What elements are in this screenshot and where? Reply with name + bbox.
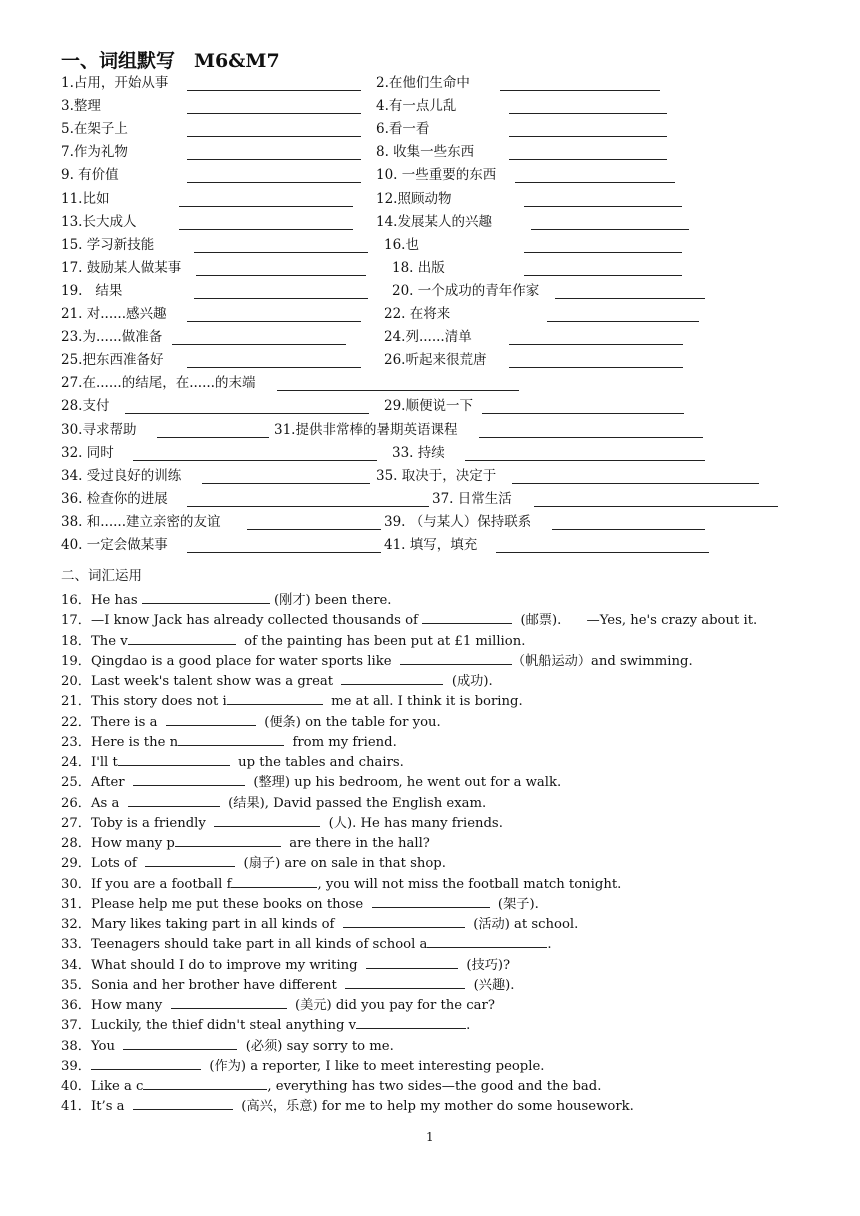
exercise-number: 30．	[61, 877, 91, 892]
answer-blank[interactable]	[133, 1098, 233, 1110]
exercise-item	[61, 653, 693, 670]
answer-blank-line[interactable]	[187, 159, 361, 160]
exercise-text-after: , you will not miss the football match tonight.	[317, 877, 622, 892]
exercise-text-before: After	[91, 775, 133, 790]
exercise-text-before: I'll t	[91, 755, 118, 770]
answer-blank-line[interactable]	[187, 182, 361, 183]
exercise-text-after: (架子).	[489, 897, 539, 912]
exercise-number: 27．	[61, 816, 91, 831]
answer-blank[interactable]	[231, 876, 317, 888]
exercise-item	[61, 673, 493, 690]
answer-blank[interactable]	[128, 795, 220, 807]
exercise-number: 17．	[61, 613, 91, 628]
answer-blank-line[interactable]	[187, 552, 381, 553]
exercise-number: 20．	[61, 674, 91, 689]
exercise-number: 37．	[61, 1018, 91, 1033]
exercise-text-before: Lots of	[91, 856, 146, 871]
answer-blank[interactable]	[400, 653, 512, 665]
phrase-prompt-left: 27.在......的结尾，在......的末端	[61, 375, 256, 391]
exercise-text-before: Toby is a friendly	[91, 816, 215, 831]
exercise-text-before: Please help me put these books on those	[91, 897, 372, 912]
phrase-prompt-right: 4.有一点儿乱	[376, 98, 457, 114]
exercise-text-before: Mary likes taking part in all kinds of	[91, 917, 343, 932]
answer-blank-line[interactable]	[187, 367, 361, 368]
phrase-prompt-left: 1.占用，开始从事	[61, 75, 169, 91]
answer-blank[interactable]	[345, 977, 465, 989]
exercise-text-after: (成功).	[443, 674, 493, 689]
phrase-prompt-right: 22. 在将来	[384, 306, 451, 322]
exercise-number: 41．	[61, 1099, 91, 1114]
exercise-number: 16．	[61, 593, 91, 608]
phrase-prompt-left: 5.在架子上	[61, 121, 128, 137]
answer-blank-line[interactable]	[512, 483, 759, 484]
phrase-prompt-right: 24.列......清单	[384, 329, 472, 345]
exercise-text-after: (刚才) been there.	[269, 593, 392, 608]
exercise-text-after: (扇子) are on sale in that shop.	[235, 856, 446, 871]
phrase-prompt-right: 18. 出版	[392, 260, 445, 276]
phrase-prompt-left: 13.长大成人	[61, 214, 137, 230]
answer-blank[interactable]	[142, 592, 270, 604]
answer-blank[interactable]	[214, 815, 320, 827]
exercise-number: 32．	[61, 917, 91, 932]
exercise-text-before: As a	[91, 796, 128, 811]
exercise-item	[61, 612, 757, 629]
exercise-text-before: Teenagers should take part in all kinds of school a	[91, 937, 428, 952]
answer-blank-line[interactable]	[509, 344, 683, 345]
phrase-prompt-left: 36. 检查你的进展	[61, 491, 168, 507]
exercise-text-before: The v	[91, 634, 128, 649]
answer-blank-line[interactable]	[524, 252, 682, 253]
phrase-prompt-left: 32. 同时	[61, 445, 114, 461]
answer-blank[interactable]	[91, 1058, 201, 1070]
exercise-item	[61, 754, 404, 771]
answer-blank-line[interactable]	[534, 506, 778, 507]
exercise-number: 31．	[61, 897, 91, 912]
answer-blank-line[interactable]	[509, 159, 667, 160]
exercise-number: 26．	[61, 796, 91, 811]
answer-blank-line[interactable]	[515, 182, 675, 183]
answer-blank[interactable]	[422, 612, 512, 624]
exercise-text-before: —I know Jack has already collected thousands of	[91, 613, 423, 628]
answer-blank[interactable]	[178, 734, 284, 746]
exercise-item	[61, 957, 510, 974]
answer-blank[interactable]	[128, 633, 236, 645]
exercise-item	[61, 734, 397, 751]
phrase-prompt-left: 25.把东西准备好	[61, 352, 164, 368]
answer-blank-line[interactable]	[187, 321, 361, 322]
exercise-item	[61, 896, 539, 913]
exercise-number: 25．	[61, 775, 91, 790]
exercise-text-before: If you are a football f	[91, 877, 232, 892]
exercise-number: 22．	[61, 715, 91, 730]
page-number: 1	[426, 1130, 434, 1144]
answer-blank-line[interactable]	[179, 229, 353, 230]
exercise-item	[61, 977, 514, 994]
section2-title: 二、词汇运用	[61, 568, 142, 584]
answer-blank[interactable]	[171, 997, 287, 1009]
exercise-number: 33．	[61, 937, 91, 952]
exercise-number: 21．	[61, 694, 91, 709]
phrase-prompt-right: 35. 取决于，决定于	[376, 468, 497, 484]
exercise-item	[61, 835, 430, 852]
exercise-item	[61, 1078, 601, 1095]
phrase-prompt-right: 16.也	[384, 237, 419, 253]
exercise-number: 19．	[61, 654, 91, 669]
exercise-number: 40．	[61, 1079, 91, 1094]
exercise-text-before: How many	[91, 998, 171, 1013]
answer-blank[interactable]	[372, 896, 490, 908]
answer-blank-line[interactable]	[524, 275, 682, 276]
phrase-prompt-left: 34. 受过良好的训练	[61, 468, 182, 484]
phrase-prompt-right: 20. 一个成功的青年作家	[392, 283, 540, 299]
exercise-text-before: You	[91, 1039, 124, 1054]
exercise-text-before: Sonia and her brother have different	[91, 978, 346, 993]
exercise-item	[61, 774, 561, 791]
phrase-prompt-right: 8. 收集一些东西	[376, 144, 475, 160]
exercise-text-after: .	[466, 1018, 471, 1033]
exercise-item	[61, 997, 495, 1014]
phrase-prompt-left: 23.为......做准备	[61, 329, 163, 345]
phrase-prompt-right: 31.提供非常棒的暑期英语课程	[274, 422, 458, 438]
exercise-number: 18．	[61, 634, 91, 649]
phrase-prompt-left: 21. 对......感兴趣	[61, 306, 167, 322]
exercise-text-before: Qingdao is a good place for water sports like	[91, 654, 400, 669]
exercise-text-after: (结果), David passed the English exam.	[219, 796, 487, 811]
answer-blank[interactable]	[143, 1078, 267, 1090]
answer-blank[interactable]	[427, 936, 547, 948]
answer-blank-line[interactable]	[194, 252, 368, 253]
phrase-prompt-left: 17. 鼓励某人做某事	[61, 260, 182, 276]
exercise-text-after: (整理) up his bedroom, he went out for a walk.	[244, 775, 562, 790]
answer-blank-line[interactable]	[133, 460, 377, 461]
answer-blank-line[interactable]	[187, 113, 361, 114]
answer-blank[interactable]	[227, 693, 323, 705]
answer-blank-line[interactable]	[187, 90, 361, 91]
answer-blank[interactable]	[343, 916, 465, 928]
exercise-number: 39．	[61, 1059, 91, 1074]
exercise-item	[61, 916, 578, 933]
exercise-text-before: There is a	[91, 715, 166, 730]
phrase-prompt-left: 11.比如	[61, 191, 110, 207]
exercise-text-after: of the painting has been put at £1 million.	[235, 634, 526, 649]
phrase-prompt-right: 39. （与某人）保持联系	[384, 514, 532, 530]
exercise-item	[61, 592, 392, 609]
phrase-prompt-left: 9. 有价值	[61, 167, 119, 183]
phrase-prompt-right: 14.发展某人的兴趣	[376, 214, 492, 230]
answer-blank[interactable]	[356, 1017, 466, 1029]
exercise-item	[61, 936, 552, 953]
answer-blank-line[interactable]	[247, 529, 381, 530]
page-title: 一、词组默写 M6&M7	[61, 50, 280, 72]
answer-blank[interactable]	[123, 1038, 237, 1050]
answer-blank-line[interactable]	[547, 321, 699, 322]
exercise-text-before: It’s a	[91, 1099, 133, 1114]
exercise-text-after: (技巧)?	[458, 958, 511, 973]
exercise-number: 29．	[61, 856, 91, 871]
exercise-text-after: from my friend.	[284, 735, 397, 750]
exercise-item	[61, 714, 441, 731]
exercise-text-after: are there in the hall?	[280, 836, 430, 851]
phrase-prompt-right: 37. 日常生活	[432, 491, 512, 507]
answer-blank-line[interactable]	[479, 437, 703, 438]
exercise-text-before: Luckily, the thief didn't steal anything v	[91, 1018, 357, 1033]
exercise-text-before: How many p	[91, 836, 175, 851]
answer-blank-line[interactable]	[509, 367, 683, 368]
exercise-text-before: Here is the n	[91, 735, 179, 750]
exercise-text-after: (美元) did you pay for the car?	[286, 998, 495, 1013]
exercise-number: 23．	[61, 735, 91, 750]
phrase-prompt-right: 10. 一些重要的东西	[376, 167, 497, 183]
answer-blank-line[interactable]	[194, 298, 368, 299]
exercise-text-after: (活动) at school.	[464, 917, 579, 932]
answer-blank-line[interactable]	[196, 275, 366, 276]
answer-blank-line[interactable]	[496, 552, 709, 553]
exercise-text-after: (必须) say sorry to me.	[237, 1039, 394, 1054]
phrase-prompt-right: 41. 填写，填充	[384, 537, 478, 553]
answer-blank[interactable]	[145, 855, 235, 867]
exercise-text-after: , everything has two sides—the good and the bad.	[267, 1079, 602, 1094]
phrase-prompt-right: 2.在他们生命中	[376, 75, 470, 91]
answer-blank-line[interactable]	[179, 206, 353, 207]
phrase-prompt-left: 28.支付	[61, 398, 110, 414]
exercise-item	[61, 1058, 544, 1075]
answer-blank-line[interactable]	[157, 437, 269, 438]
answer-blank[interactable]	[341, 673, 443, 685]
exercise-item	[61, 876, 621, 893]
exercise-number: 35．	[61, 978, 91, 993]
phrase-prompt-left: 3.整理	[61, 98, 101, 114]
answer-blank-line[interactable]	[187, 136, 361, 137]
answer-blank[interactable]	[133, 774, 245, 786]
exercise-text-after: .	[547, 937, 552, 952]
answer-blank[interactable]	[166, 714, 256, 726]
exercise-item	[61, 1017, 470, 1034]
phrase-prompt-right: 26.听起来很荒唐	[384, 352, 487, 368]
exercise-item	[61, 795, 486, 812]
answer-blank-line[interactable]	[531, 229, 689, 230]
answer-blank-line[interactable]	[482, 413, 684, 414]
exercise-text-after: me at all. I think it is boring.	[322, 694, 523, 709]
exercise-item	[61, 633, 525, 650]
exercise-number: 38．	[61, 1039, 91, 1054]
answer-blank-line[interactable]	[552, 529, 705, 530]
exercise-item	[61, 693, 523, 710]
answer-blank-line[interactable]	[509, 113, 667, 114]
answer-blank-line[interactable]	[465, 460, 705, 461]
exercise-text-after: (人). He has many friends.	[320, 816, 503, 831]
answer-blank-line[interactable]	[524, 206, 682, 207]
phrase-prompt-right: 12.照顾动物	[376, 191, 452, 207]
exercise-number: 34．	[61, 958, 91, 973]
exercise-text-after: up the tables and chairs.	[229, 755, 404, 770]
exercise-item	[61, 855, 446, 872]
phrase-prompt-left: 15. 学习新技能	[61, 237, 155, 253]
phrase-prompt-left: 40. 一定会做某事	[61, 537, 168, 553]
exercise-text-before: Like a c	[91, 1079, 144, 1094]
exercise-text-after: (便条) on the table for you.	[255, 715, 441, 730]
exercise-item	[61, 815, 503, 832]
answer-blank-line[interactable]	[500, 90, 660, 91]
answer-blank-line[interactable]	[509, 136, 667, 137]
exercise-number: 28．	[61, 836, 91, 851]
exercise-text-after: (兴趣).	[465, 978, 515, 993]
answer-blank-line[interactable]	[555, 298, 705, 299]
answer-blank-line[interactable]	[202, 483, 370, 484]
answer-blank[interactable]	[175, 835, 281, 847]
phrase-prompt-left: 38. 和......建立亲密的友谊	[61, 514, 221, 530]
answer-blank[interactable]	[366, 957, 458, 969]
exercise-item	[61, 1098, 634, 1115]
exercise-text-before: He has	[91, 593, 142, 608]
exercise-text-after: (邮票). —Yes, he's crazy about it.	[512, 613, 758, 628]
answer-blank-line[interactable]	[187, 506, 429, 507]
phrase-prompt-left: 7.作为礼物	[61, 144, 128, 160]
answer-blank-line[interactable]	[125, 413, 369, 414]
exercise-text-before: Last week's talent show was a great	[91, 674, 342, 689]
exercise-text-before: This story does not i	[91, 694, 227, 709]
phrase-prompt-left: 19. 结果	[61, 283, 123, 299]
phrase-prompt-right: 33. 持续	[392, 445, 445, 461]
exercise-text-after: (作为) a reporter, I like to meet interesting people.	[201, 1059, 545, 1074]
exercise-number: 36．	[61, 998, 91, 1013]
exercise-number: 24．	[61, 755, 91, 770]
answer-blank-line[interactable]	[277, 390, 519, 391]
exercise-item	[61, 1038, 394, 1055]
phrase-prompt-right: 29.顺便说一下	[384, 398, 473, 414]
exercise-text-after: （帆船运动）and swimming.	[511, 654, 693, 669]
phrase-prompt-left: 30.寻求帮助	[61, 422, 137, 438]
exercise-text-before: What should I do to improve my writing	[91, 958, 366, 973]
answer-blank-line[interactable]	[172, 344, 346, 345]
exercise-text-after: (高兴，乐意) for me to help my mother do some housework.	[232, 1099, 634, 1114]
phrase-prompt-right: 6.看一看	[376, 121, 430, 137]
answer-blank[interactable]	[118, 754, 230, 766]
